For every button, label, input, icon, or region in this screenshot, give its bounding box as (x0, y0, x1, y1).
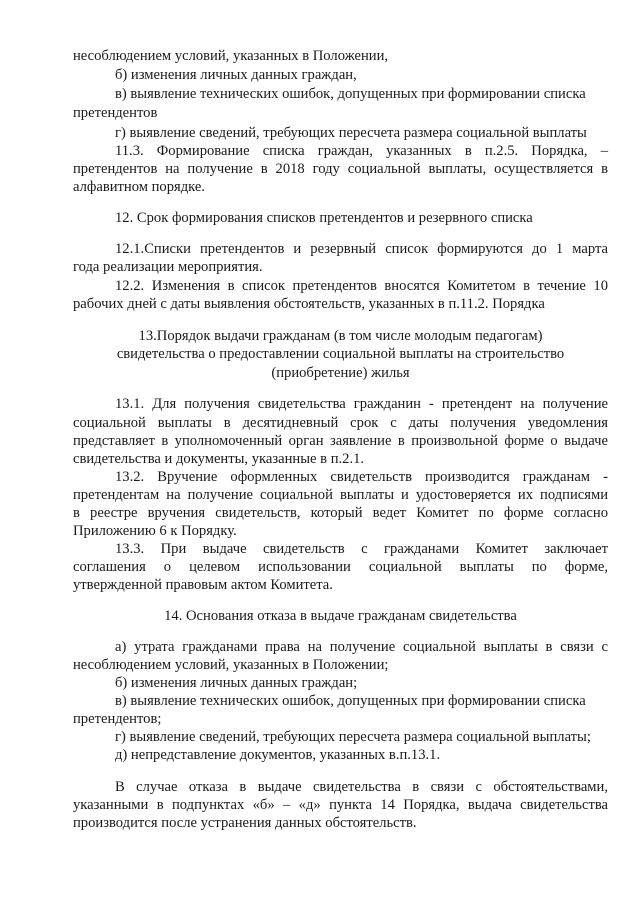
text-line: В случае отказа в выдаче свидетельства в связи с обстоятельствами, (115, 779, 608, 795)
text-line: в) выявление технических ошибок, допущенных при формировании списка (115, 86, 586, 102)
text-line: а) утрата гражданами права на получение социальной выплаты в связи с (115, 639, 608, 655)
section-heading: 14. Основания отказа в выдаче гражданам свидетельства (164, 608, 517, 624)
text-line: Приложению 6 к Порядку. (73, 523, 237, 539)
text-line: в) выявление технических ошибок, допущенных при формировании списка (115, 693, 586, 709)
text-line: г) выявление сведений, требующих пересчета размера социальной выплаты; (115, 729, 591, 745)
text-line: алфавитном порядке. (73, 179, 206, 195)
text-line: претендентам на получение социальной выплаты и удостоверяется их подписями (73, 487, 608, 503)
text-line: претендентов; (73, 711, 162, 727)
text-line: 12.2. Изменения в список претендентов вносятся Комитетом в течение 10 (115, 278, 608, 294)
text-line: представляет в уполномоченный орган заявление в произвольной форме о выдаче (73, 433, 608, 449)
text-line: претендентов (73, 105, 158, 121)
text-line: несоблюдением условий, указанных в Положении; (73, 657, 389, 673)
section-heading: 12. Срок формирования списков претендентов и резервного списка (115, 210, 533, 226)
text-line: свидетельства и документы, указанные в п.2.1. (73, 451, 365, 467)
section-heading: 13.Порядок выдачи гражданам (в том числе молодым педагогам) (138, 328, 543, 344)
text-line: года реализации мероприятия. (73, 259, 263, 275)
text-line: рабочих дней с даты выявления обстоятельств, указанных в п.11.2. Порядка (73, 296, 545, 312)
text-line: социальной выплаты в десятидневный срок с даты получения уведомления (73, 415, 608, 431)
text-line: б) изменения личных данных граждан, (115, 67, 357, 83)
text-line: указанными в подпунктах «б» – «д» пункта 14 Порядка, выдача свидетельства (73, 797, 608, 813)
text-line: соглашения о целевом использовании социальной выплаты по форме, (73, 559, 608, 575)
text-line: 13.2. Вручение оформленных свидетельств производится гражданам - (115, 469, 608, 485)
text-line: б) изменения личных данных граждан; (115, 675, 358, 691)
text-line: в реестре вручения свидетельств, который ведет Комитет по форме согласно (73, 505, 608, 521)
text-line: 13.3. При выдаче свидетельств с гражданами Комитет заключает (115, 541, 608, 557)
text-line: производится после устранения данных обстоятельств. (73, 815, 417, 831)
text-line: 13.1. Для получения свидетельства гражданин - претендент на получение (115, 396, 608, 412)
section-heading: свидетельства о предоставлении социальной выплаты на строительство (116, 346, 565, 362)
text-line: утвержденной правовым актом Комитета. (73, 577, 333, 593)
text-line: претендентов на получение в 2018 году социальной выплаты, осуществляется в (73, 161, 608, 177)
text-line: 12.1.Списки претендентов и резервный список формируются до 1 марта (115, 241, 608, 257)
section-heading: (приобретение) жилья (271, 365, 410, 381)
text-line: 11.3. Формирование списка граждан, указанных в п.2.5. Порядка, – (115, 143, 608, 159)
text-line: д) непредставление документов, указанных в.п.13.1. (115, 747, 441, 763)
text-line: несоблюдением условий, указанных в Положении, (73, 48, 389, 64)
text-line: г) выявление сведений, требующих пересчета размера социальной выплаты (115, 125, 587, 141)
